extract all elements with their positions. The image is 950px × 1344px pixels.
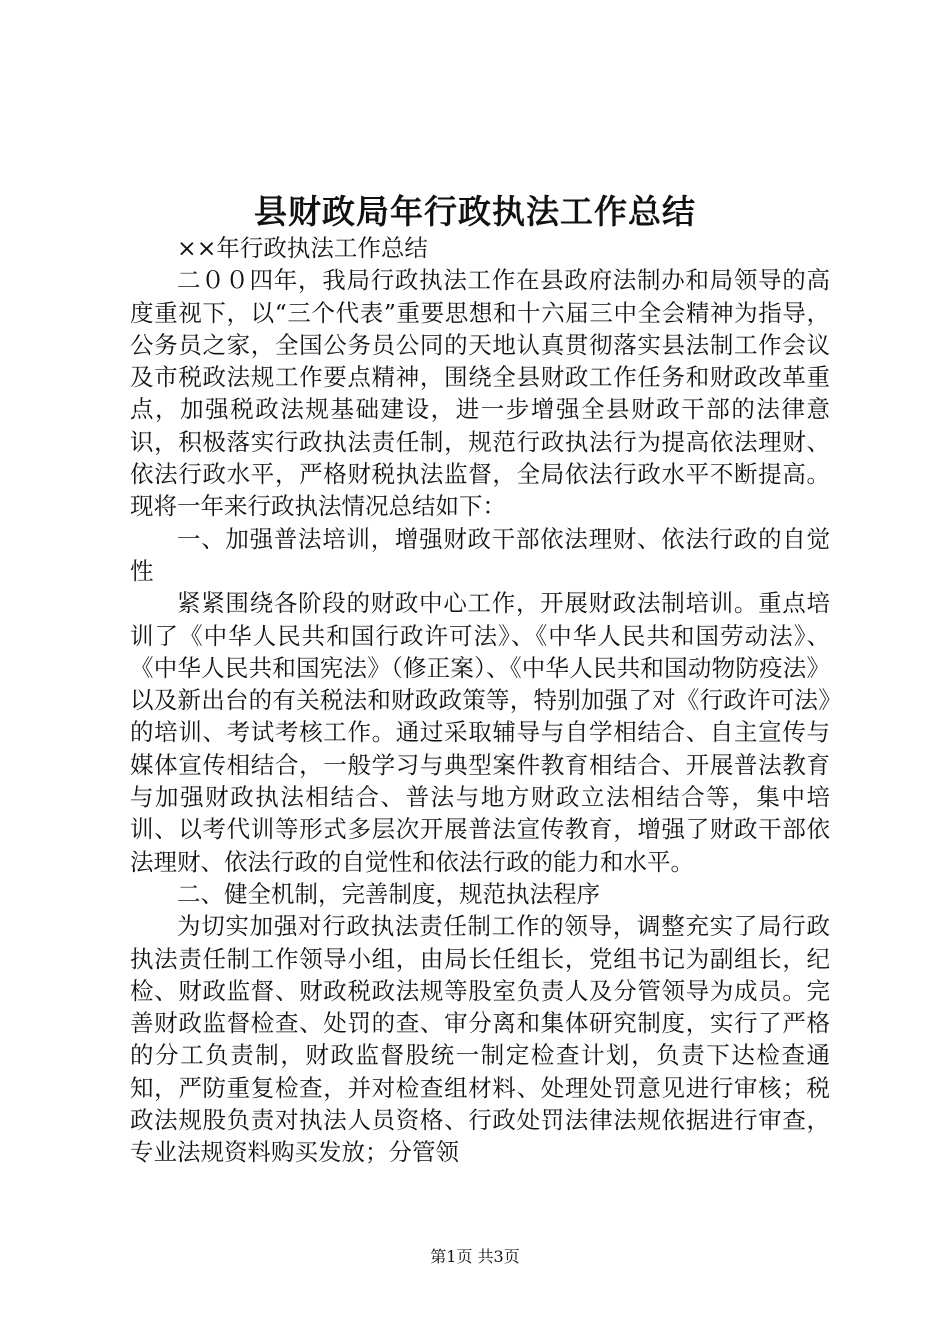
- document-title: 县财政局年行政执法工作总结: [254, 192, 696, 231]
- paragraph-intro: 二００四年，我局行政执法工作在县政府法制办和局领导的高度重视下，以“三个代表”重要思想和十六届三中全会精神为指导，公务员之家，全国公务员公同的天地认真贯彻落实县法制工作会议及市税政法规工作要点精神，围绕全县财政工作任务和财政改革重点，加强税政法规基础建设，进一步增强全县财政干部的法律意识，积极落实行政执法责任制，规范行政执法行为提高依法理财、依法行政水平，严格财税执法监督，全局依法行政水平不断提高。现将一年来行政执法情况总结如下：: [130, 266, 830, 521]
- document-body: [130, 232, 830, 1169]
- section-heading-1: 一、加强普法培训，增强财政干部依法理财、依法行政的自觉性: [130, 524, 830, 585]
- paragraph-subtitle: ××年行政执法工作总结: [177, 234, 428, 262]
- paragraph-section-1: 紧紧围绕各阶段的财政中心工作，开展财政法制培训。重点培训了《中华人民共和国行政许可法》、《中华人民共和国劳动法》、《中华人民共和国宪法》（修正案）、《中华人民共和国动物防疫法》以及新出台的有关税法和财政政策等，特别加强了对《行政许可法》的培训、考试考核工作。通过采取辅导与自学相结合、自主宣传与媒体宣传相结合，一般学习与典型案件教育相结合、开展普法教育与加强财政执法相结合、普法与地方财政立法相结合等，集中培训、以考代训等形式多层次开展普法宣传教育，增强了财政干部依法理财、依法行政的自觉性和依法行政的能力和水平。: [130, 589, 830, 876]
- page-number: 第1页 共3页: [430, 1247, 520, 1266]
- paragraph-section-2: 为切实加强对行政执法责任制工作的领导，调整充实了局行政执法责任制工作领导小组，由局长任组长，党组书记为副组长，纪检、财政监督、财政税政法规等股室负责人及分管领导为成员。完善财政监督检查、处罚的查、审分离和集体研究制度，实行了严格的分工负责制，财政监督股统一制定检查计划，负责下达检查通知，严防重复检查，并对检查组材料、处理处罚意见进行审核；税政法规股负责对执法人员资格、行政处罚法律法规依据进行审查，专业法规资料购买发放；分管领: [130, 912, 830, 1167]
- section-heading-2: 二、健全机制，完善制度，规范执法程序: [177, 879, 600, 908]
